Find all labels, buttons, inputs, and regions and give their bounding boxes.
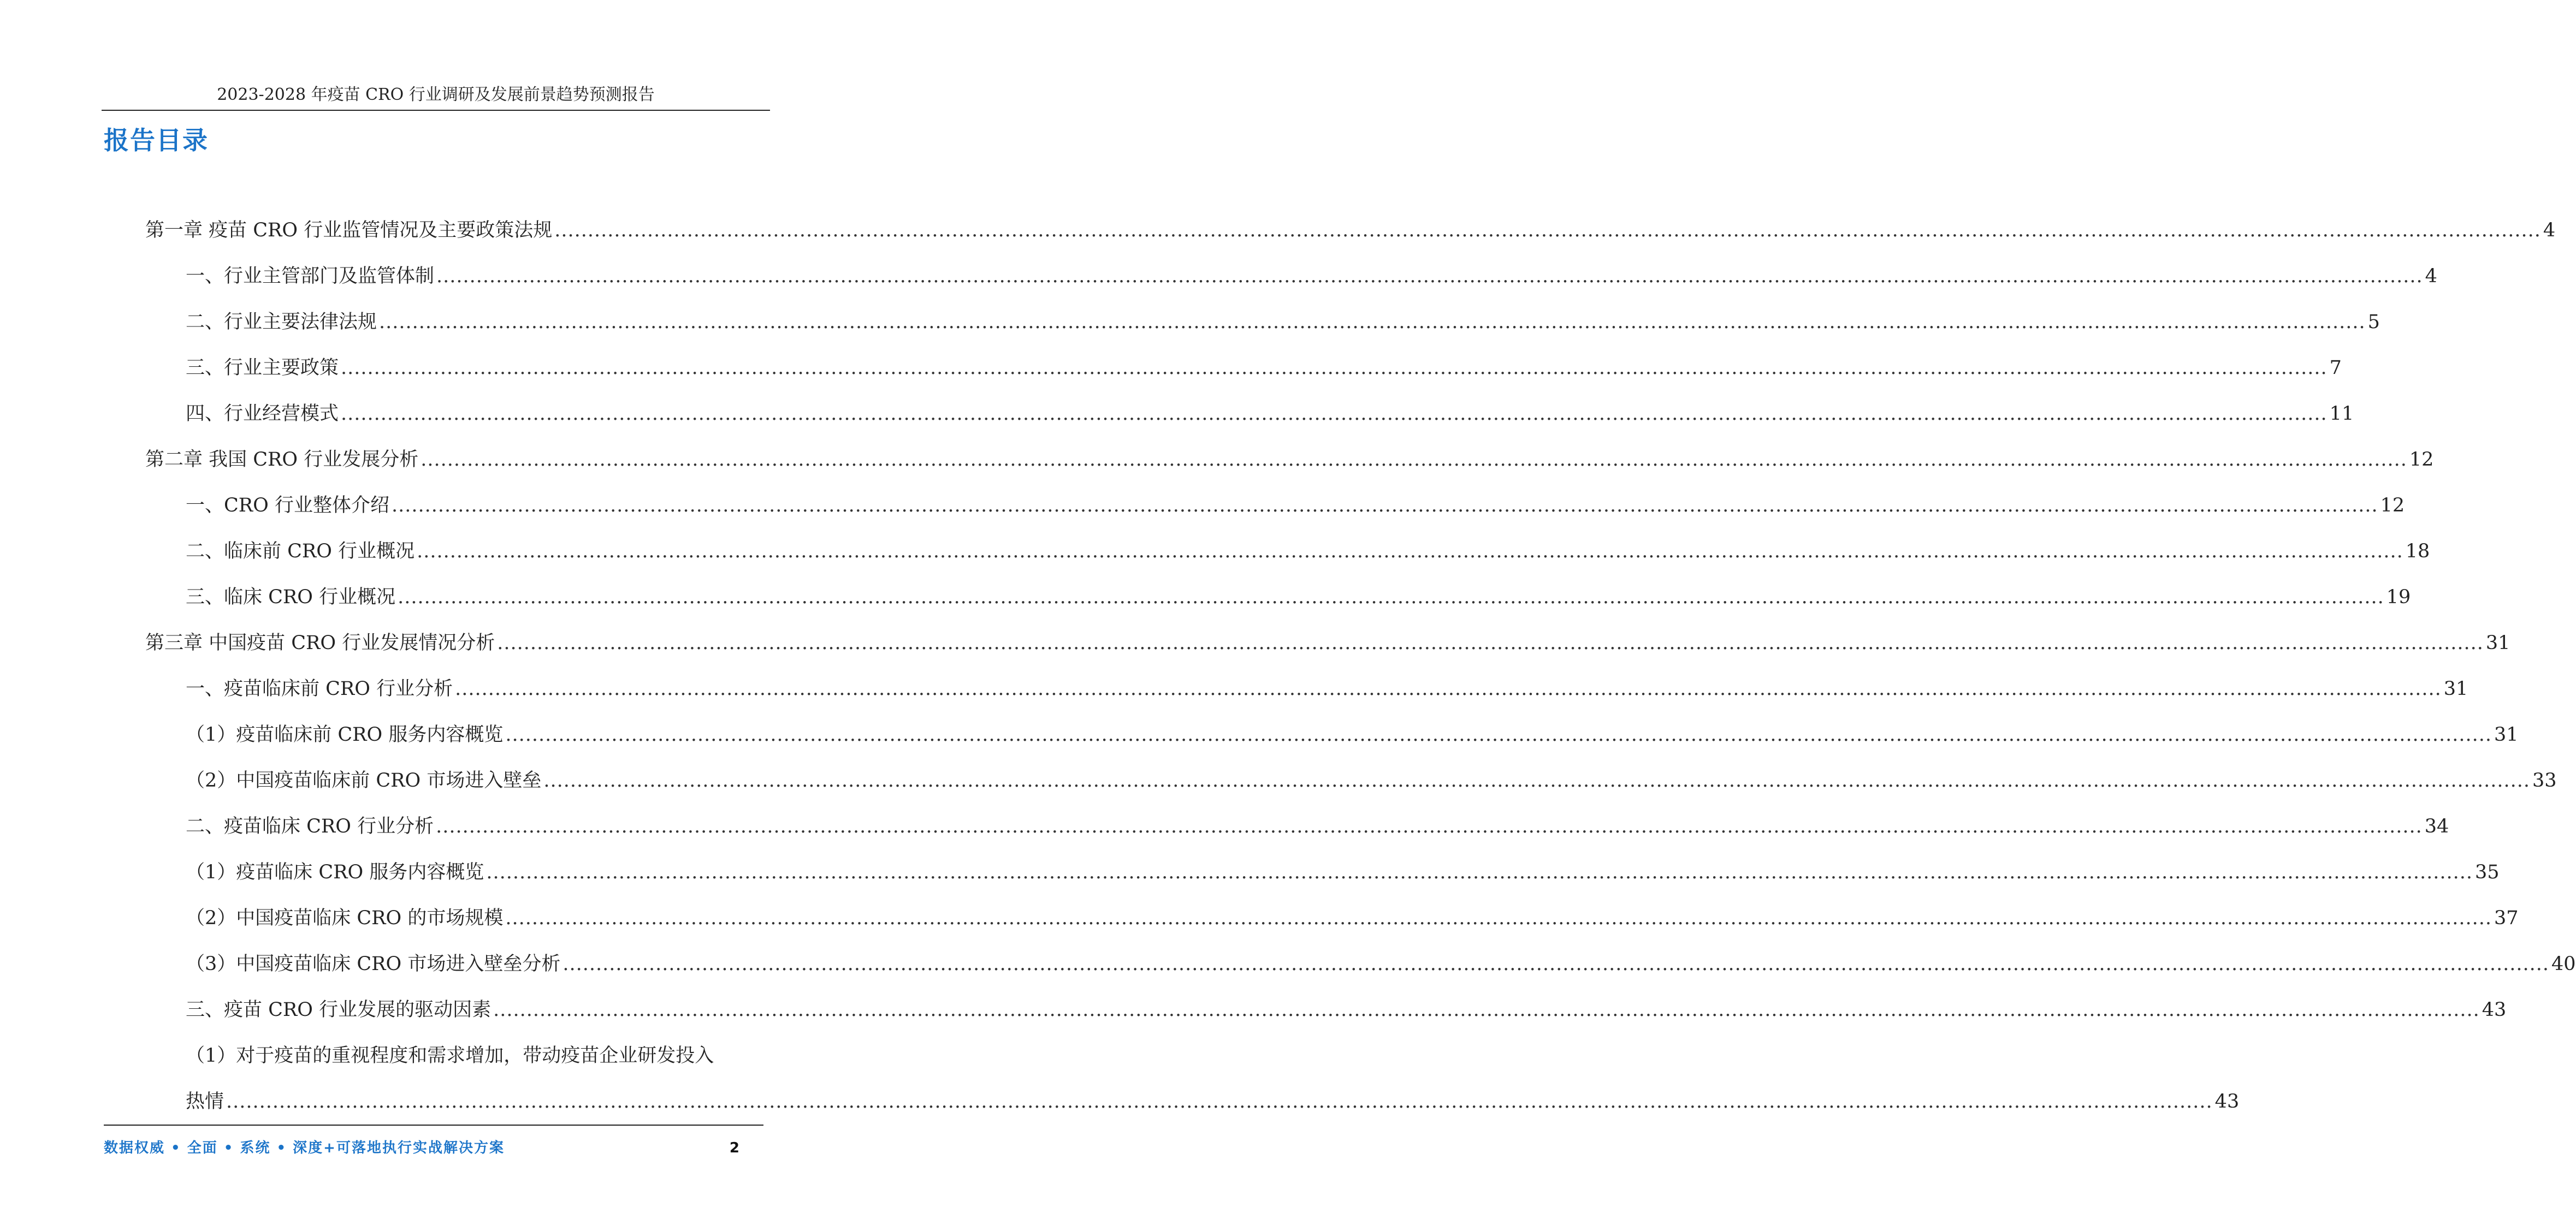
toc-entry-label: 热情 <box>186 1091 224 1113</box>
toc-entry-section[interactable] <box>186 397 2354 430</box>
toc-entry-label: 三、临床 CRO 行业概况 <box>186 586 396 608</box>
toc-entry-label: 三、疫苗 CRO 行业发展的驱动因素 <box>186 999 491 1021</box>
toc-entry-page: 11 <box>2329 403 2354 425</box>
toc-leader-dots: ............................................................................................................................................................................................................................................................................................................ <box>341 357 2328 379</box>
toc-leader-dots: ............................................................................................................................................................................................................................................................................................................ <box>554 219 2541 241</box>
toc-entry-label: 第三章 中国疫苗 CRO 行业发展情况分析 <box>145 632 495 654</box>
toc-entry-section[interactable] <box>186 581 2411 614</box>
toc-entry-section[interactable] <box>186 673 2468 705</box>
toc-entry-subsection[interactable] <box>186 718 2519 751</box>
footer-divider <box>104 1125 763 1126</box>
toc-leader-dots: ............................................................................................................................................................................................................................................................................................................ <box>421 449 2407 471</box>
toc-entry-label: 二、疫苗临床 CRO 行业分析 <box>186 816 434 837</box>
toc-entry-page: 18 <box>2405 540 2430 562</box>
toc-entry-label: 第二章 我国 CRO 行业发展分析 <box>145 449 419 471</box>
toc-entry-label: 一、CRO 行业整体介绍 <box>186 495 389 516</box>
toc-entry-page: 12 <box>2409 449 2434 471</box>
toc-entry-label: （1）疫苗临床前 CRO 服务内容概览 <box>186 724 504 746</box>
toc-entry-page: 12 <box>2380 495 2405 516</box>
toc-entry-section[interactable] <box>186 810 2449 843</box>
toc-entry-page: 4 <box>2543 219 2556 241</box>
toc-entry-label: 二、行业主要法律法规 <box>186 311 377 333</box>
toc-leader-dots: ............................................................................................................................................................................................................................................................................................................ <box>493 999 2480 1021</box>
toc-entry-section[interactable] <box>186 535 2430 568</box>
toc-leader-dots: ............................................................................................................................................................................................................................................................................................................ <box>417 540 2403 562</box>
toc-entry-label: （1）对于疫苗的重视程度和需求增加，带动疫苗企业研发投入 <box>186 1045 714 1067</box>
toc-entry-page: 31 <box>2494 724 2519 746</box>
toc-entry-page: 5 <box>2367 311 2380 333</box>
toc-entry-section[interactable] <box>186 994 2507 1026</box>
document-header-title: 2023-2028 年疫苗 CRO 行业调研及发展前景趋势预测报告 <box>217 85 655 104</box>
toc-entry-page: 33 <box>2532 770 2557 792</box>
toc-leader-dots: ............................................................................................................................................................................................................................................................................................................ <box>398 586 2384 608</box>
toc-entry-chapter-3[interactable] <box>145 627 2510 659</box>
toc-entry-subsection[interactable] <box>186 764 2557 797</box>
toc-entry-section[interactable] <box>186 489 2405 522</box>
toc-entry-subsection[interactable] <box>186 948 2576 980</box>
toc-leader-dots: ............................................................................................................................................................................................................................................................................................................ <box>436 265 2423 287</box>
toc-leader-dots: ............................................................................................................................................................................................................................................................................................................ <box>543 770 2531 792</box>
toc-entry-page: 37 <box>2494 907 2519 929</box>
toc-leader-dots: ............................................................................................................................................................................................................................................................................................................ <box>341 403 2328 425</box>
toc-entry-page: 35 <box>2475 861 2500 883</box>
toc-entry-page: 43 <box>2214 1091 2240 1113</box>
toc-entry-label: 四、行业经营模式 <box>186 403 339 425</box>
toc-entry-page: 19 <box>2386 586 2411 608</box>
toc-leader-dots: ............................................................................................................................................................................................................................................................................................................ <box>391 495 2378 516</box>
toc-entry-page: 7 <box>2329 357 2342 379</box>
toc-entry-subsection[interactable] <box>186 902 2519 935</box>
toc-entry-label: （3）中国疫苗临床 CRO 市场进入壁垒分析 <box>186 953 561 975</box>
toc-leader-dots: ............................................................................................................................................................................................................................................................................................................ <box>505 724 2492 746</box>
toc-leader-dots: ............................................................................................................................................................................................................................................................................................................ <box>436 816 2423 837</box>
toc-leader-dots: ............................................................................................................................................................................................................................................................................................................ <box>505 907 2492 929</box>
toc-entry-subsection-continued[interactable] <box>186 1085 2240 1118</box>
toc-entry-page: 4 <box>2425 265 2437 287</box>
toc-entry-label: 二、临床前 CRO 行业概况 <box>186 540 415 562</box>
toc-entry-chapter-1[interactable] <box>145 214 2556 247</box>
toc-entry-section[interactable] <box>186 352 2342 384</box>
toc-leader-dots: ............................................................................................................................................................................................................................................................................................................ <box>497 632 2484 654</box>
page-number: 2 <box>729 1140 739 1156</box>
toc-entry-label: 一、行业主管部门及监管体制 <box>186 265 435 287</box>
toc-entry-section[interactable] <box>186 260 2437 293</box>
header-divider <box>102 110 770 111</box>
toc-entry-page: 31 <box>2443 678 2468 700</box>
toc-leader-dots: ............................................................................................................................................................................................................................................................................................................ <box>455 678 2442 700</box>
toc-leader-dots: ............................................................................................................................................................................................................................................................................................................ <box>379 311 2366 333</box>
toc-entry-subsection[interactable] <box>186 856 2500 889</box>
toc-entry-page: 40 <box>2551 953 2576 975</box>
toc-leader-dots: ............................................................................................................................................................................................................................................................................................................ <box>226 1091 2213 1113</box>
toc-entry-label: 一、疫苗临床前 CRO 行业分析 <box>186 678 453 700</box>
toc-entry-label: 第一章 疫苗 CRO 行业监管情况及主要政策法规 <box>145 219 553 241</box>
toc-heading: 报告目录 <box>104 126 209 155</box>
toc-leader-dots: ............................................................................................................................................................................................................................................................................................................ <box>562 953 2550 975</box>
toc-entry-section[interactable] <box>186 306 2380 338</box>
toc-entry-page: 31 <box>2485 632 2510 654</box>
toc-entry-label: （1）疫苗临床 CRO 服务内容概览 <box>186 861 484 883</box>
toc-entry-chapter-2[interactable] <box>145 443 2434 476</box>
toc-entry-page: 34 <box>2424 816 2449 837</box>
toc-entry-label: 三、行业主要政策 <box>186 357 339 379</box>
toc-entry-label: （2）中国疫苗临床前 CRO 市场进入壁垒 <box>186 770 542 792</box>
toc-entry-label: （2）中国疫苗临床 CRO 的市场规模 <box>186 907 504 929</box>
toc-leader-dots: ............................................................................................................................................................................................................................................................................................................ <box>486 861 2473 883</box>
toc-entry-page: 43 <box>2482 999 2507 1021</box>
toc-entry-subsection[interactable] <box>186 1039 767 1072</box>
footer-slogan: 数据权威 • 全面 • 系统 • 深度+可落地执行实战解决方案 <box>104 1140 505 1156</box>
